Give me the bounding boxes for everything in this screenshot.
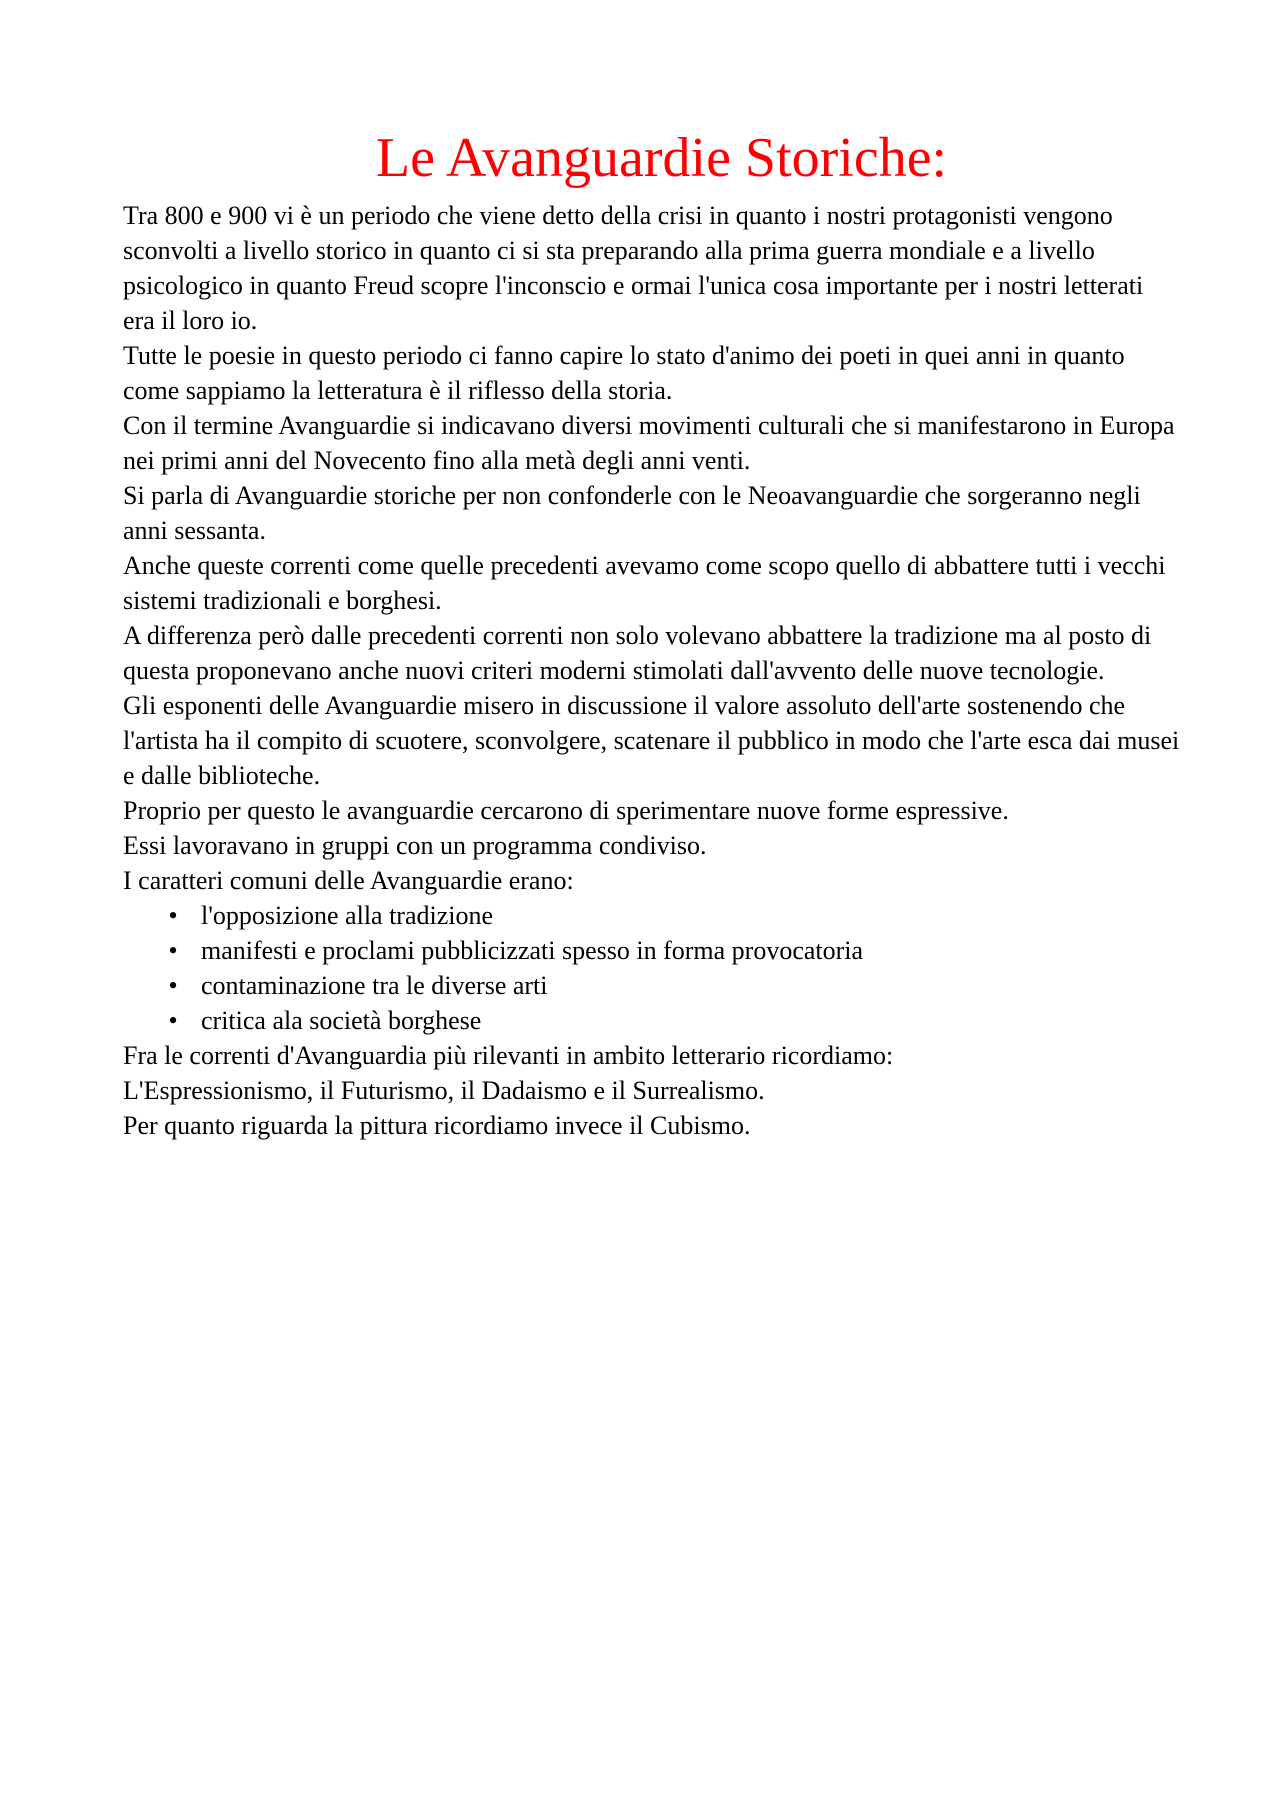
bullet-icon: •	[168, 901, 178, 930]
paragraph: L'Espressionismo, il Futurismo, il Dadaismo e il Surrealismo.	[123, 1076, 765, 1105]
bullet-icon: •	[168, 971, 178, 1000]
paragraph: Con il termine Avanguardie si indicavano diversi movimenti culturali che si manifestarono in Europa nei primi anni del Novecento fino alla metà degli anni venti.	[123, 411, 1175, 475]
paragraph: Anche queste correnti come quelle precedenti avevamo come scopo quello di abbattere tutti i vecchi sistemi tradizionali e borghesi.	[123, 551, 1166, 615]
paragraph: Per quanto riguarda la pittura ricordiamo invece il Cubismo.	[123, 1111, 751, 1140]
list-item	[163, 898, 1180, 933]
paragraph: Tutte le poesie in questo periodo ci fanno capire lo stato d'animo dei poeti in quei anni in quanto come sappiamo la letteratura è il riflesso della storia.	[123, 341, 1125, 405]
paragraph: I caratteri comuni delle Avanguardie erano:	[123, 866, 574, 895]
paragraph: Proprio per questo le avanguardie cercarono di sperimentare nuove forme espressive.	[123, 796, 1009, 825]
paragraph: A differenza però dalle precedenti correnti non solo volevano abbattere la tradizione ma al posto di questa proponevano anche nuovi criteri moderni stimolati dall'avvento delle nuove tecnologie.	[123, 621, 1152, 685]
document-title: Le Avanguardie Storiche:	[375, 127, 948, 189]
list-item	[163, 968, 1180, 1003]
paragraph: Si parla di Avanguardie storiche per non confonderle con le Neoavanguardie che sorgeranno negli anni sessanta.	[123, 481, 1141, 545]
list-item-text: contaminazione tra le diverse arti	[201, 971, 548, 1000]
list-item-text: critica ala società borghese	[201, 1006, 482, 1035]
bullet-list	[123, 898, 1180, 1038]
paragraph: Fra le correnti d'Avanguardia più rilevanti in ambito letterario ricordiamo:	[123, 1041, 894, 1070]
list-item-text: manifesti e proclami pubblicizzati spesso in forma provocatoria	[201, 936, 864, 965]
document-body	[123, 198, 1180, 1143]
bullet-icon: •	[168, 1006, 178, 1035]
paragraph: Essi lavoravano in gruppi con un programma condiviso.	[123, 831, 707, 860]
list-item	[163, 1003, 1180, 1038]
paragraph: Tra 800 e 900 vi è un periodo che viene detto della crisi in quanto i nostri protagonisti vengono sconvolti a livello storico in quanto ci si sta preparando alla prima guerra mondiale e a livello psicologico in quanto Freud scopre l'inconscio e ormai l'unica cosa importante per i nostri letterati era il loro io.	[123, 201, 1144, 335]
list-item	[163, 933, 1180, 968]
paragraph: Gli esponenti delle Avanguardie misero in discussione il valore assoluto dell'arte sostenendo che l'artista ha il compito di scuotere, sconvolgere, scatenare il pubblico in modo che l'arte esca dai musei e dalle biblioteche.	[123, 691, 1180, 790]
bullet-icon: •	[168, 936, 178, 965]
list-item-text: l'opposizione alla tradizione	[201, 901, 494, 930]
